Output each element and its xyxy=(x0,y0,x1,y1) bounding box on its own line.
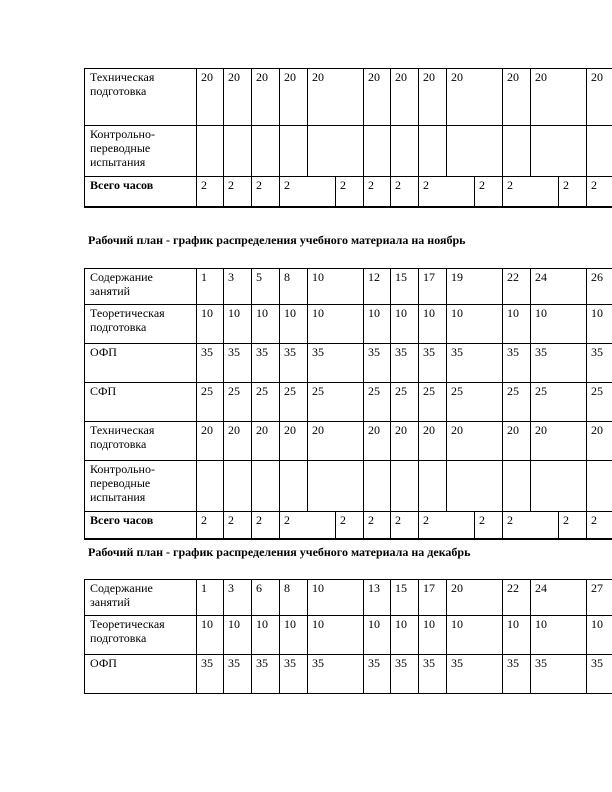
table-row xyxy=(85,69,612,126)
table-cell: 25 xyxy=(419,383,447,422)
table-cell: 35 xyxy=(224,655,252,694)
header-row xyxy=(85,580,612,616)
total-row xyxy=(85,512,612,539)
table-cell: 1 xyxy=(197,269,224,305)
table-cell: 35 xyxy=(419,344,447,383)
table-cell: 26 xyxy=(587,269,612,305)
table-cell: 35 xyxy=(391,344,419,383)
table-row xyxy=(85,305,612,344)
table-cell: 2 xyxy=(252,177,280,207)
table-cell xyxy=(308,461,364,512)
table-cell: 2 xyxy=(419,177,475,207)
table-cell: 25 xyxy=(197,383,224,422)
row-label: Контрольно-переводные испытания xyxy=(85,126,197,177)
table-cell: 20 xyxy=(252,69,280,126)
table-cell xyxy=(252,461,280,512)
table-row xyxy=(85,422,612,461)
table-cell xyxy=(419,461,447,512)
table-cell: 25 xyxy=(447,383,503,422)
table-cell: 20 xyxy=(224,69,252,126)
table-cell: 35 xyxy=(419,655,447,694)
table-cell: 35 xyxy=(308,344,364,383)
table-cell: 35 xyxy=(587,655,612,694)
table-cell: 3 xyxy=(224,269,252,305)
total-row xyxy=(85,177,612,207)
table-cell xyxy=(587,126,612,177)
table-cell xyxy=(224,126,252,177)
table-cell: 2 xyxy=(280,512,336,539)
table-cell: 8 xyxy=(280,269,308,305)
table-cell: 3 xyxy=(224,580,252,616)
table-cell: 17 xyxy=(419,269,447,305)
table-cell: 22 xyxy=(503,580,531,616)
table-cell: 22 xyxy=(503,269,531,305)
table-cell: 35 xyxy=(587,344,612,383)
row-label: ОФП xyxy=(85,344,197,383)
table-cell: 2 xyxy=(197,177,224,207)
schedule-table-november xyxy=(84,268,612,540)
table-cell: 10 xyxy=(391,305,419,344)
table-cell: 20 xyxy=(419,422,447,461)
schedule-table-december xyxy=(84,579,612,694)
table-cell: 10 xyxy=(531,305,587,344)
table-cell: 10 xyxy=(587,616,612,655)
table-cell: 10 xyxy=(224,305,252,344)
table-cell: 20 xyxy=(391,422,419,461)
table-cell: 10 xyxy=(503,616,531,655)
table-cell: 20 xyxy=(503,69,531,126)
heading-november: Рабочий план - график распределения учебного материала на ноябрь xyxy=(88,233,466,247)
table-cell: 24 xyxy=(531,580,587,616)
table-cell xyxy=(419,126,447,177)
table-cell: 10 xyxy=(364,305,391,344)
table-cell: 20 xyxy=(280,422,308,461)
table-cell xyxy=(224,461,252,512)
table-cell xyxy=(503,126,531,177)
table-cell: 35 xyxy=(280,344,308,383)
table-cell: 20 xyxy=(391,69,419,126)
row-label: Всего часов xyxy=(85,512,197,539)
table-cell xyxy=(280,126,308,177)
table-cell: 10 xyxy=(308,580,364,616)
table-cell: 25 xyxy=(503,383,531,422)
table-cell xyxy=(391,461,419,512)
table-cell: 10 xyxy=(280,305,308,344)
table-cell: 20 xyxy=(447,422,503,461)
table-cell: 10 xyxy=(391,616,419,655)
table-cell xyxy=(280,461,308,512)
table-cell: 2 xyxy=(559,512,587,539)
table-cell: 10 xyxy=(252,305,280,344)
table-row xyxy=(85,616,612,655)
table-cell: 10 xyxy=(224,616,252,655)
header-row xyxy=(85,269,612,305)
table-cell: 25 xyxy=(587,383,612,422)
table-cell: 10 xyxy=(197,305,224,344)
table-cell: 20 xyxy=(364,422,391,461)
table-cell: 2 xyxy=(364,177,391,207)
table-cell: 2 xyxy=(280,177,336,207)
table-cell: 10 xyxy=(197,616,224,655)
table-cell: 35 xyxy=(197,655,224,694)
table-cell: 10 xyxy=(252,616,280,655)
table-row xyxy=(85,126,612,177)
table-cell: 20 xyxy=(587,69,612,126)
table-cell: 20 xyxy=(252,422,280,461)
table-cell: 35 xyxy=(364,344,391,383)
table-cell: 5 xyxy=(252,269,280,305)
table-cell: 20 xyxy=(531,422,587,461)
table-cell: 10 xyxy=(587,305,612,344)
table-cell: 2 xyxy=(503,177,559,207)
table-cell: 35 xyxy=(447,655,503,694)
table-cell: 35 xyxy=(197,344,224,383)
table-cell: 35 xyxy=(280,655,308,694)
table-cell: 2 xyxy=(391,512,419,539)
table-cell: 35 xyxy=(447,344,503,383)
table-row xyxy=(85,383,612,422)
table-cell: 10 xyxy=(419,616,447,655)
table-cell: 35 xyxy=(252,344,280,383)
table-cell: 25 xyxy=(280,383,308,422)
table-cell xyxy=(447,126,503,177)
table-cell xyxy=(587,461,612,512)
table-cell: 8 xyxy=(280,580,308,616)
table-cell: 10 xyxy=(447,616,503,655)
row-label: ОФП xyxy=(85,655,197,694)
table-row xyxy=(85,655,612,694)
table-cell: 10 xyxy=(364,616,391,655)
table-cell: 25 xyxy=(308,383,364,422)
row-label: Теоретическая подготовка xyxy=(85,305,197,344)
table-cell: 2 xyxy=(475,512,503,539)
table-cell: 35 xyxy=(391,655,419,694)
table-cell xyxy=(197,461,224,512)
table-cell: 35 xyxy=(364,655,391,694)
table-cell xyxy=(503,461,531,512)
table-cell: 2 xyxy=(587,512,612,539)
row-label: Техническая подготовка xyxy=(85,422,197,461)
table-cell: 35 xyxy=(252,655,280,694)
table-cell: 2 xyxy=(559,177,587,207)
table-cell: 35 xyxy=(503,655,531,694)
row-label: Содержание занятий xyxy=(85,580,197,616)
row-label: СФП xyxy=(85,383,197,422)
table-cell: 10 xyxy=(308,616,364,655)
table-cell: 20 xyxy=(503,422,531,461)
table-cell: 2 xyxy=(224,512,252,539)
row-label: Контрольно-переводные испытания xyxy=(85,461,197,512)
table-cell xyxy=(308,126,364,177)
table-cell: 12 xyxy=(364,269,391,305)
table-cell: 20 xyxy=(364,69,391,126)
table-cell: 35 xyxy=(531,344,587,383)
table-cell: 2 xyxy=(391,177,419,207)
table-cell: 2 xyxy=(224,177,252,207)
table-cell: 25 xyxy=(531,383,587,422)
table-cell: 20 xyxy=(447,580,503,616)
table-cell: 17 xyxy=(419,580,447,616)
table-cell xyxy=(197,126,224,177)
table-cell: 35 xyxy=(308,655,364,694)
table-cell: 1 xyxy=(197,580,224,616)
table-cell: 25 xyxy=(391,383,419,422)
table-cell: 20 xyxy=(447,69,503,126)
table-cell: 10 xyxy=(419,305,447,344)
table-cell: 2 xyxy=(336,512,364,539)
table-cell: 2 xyxy=(419,512,475,539)
table-cell: 20 xyxy=(197,422,224,461)
table-cell: 10 xyxy=(280,616,308,655)
table-cell: 35 xyxy=(224,344,252,383)
table-cell: 2 xyxy=(503,512,559,539)
table-cell: 35 xyxy=(503,344,531,383)
table-cell xyxy=(531,461,587,512)
row-label: Всего часов xyxy=(85,177,197,207)
table-cell xyxy=(364,461,391,512)
table-cell: 15 xyxy=(391,269,419,305)
table-cell: 20 xyxy=(308,422,364,461)
table-row xyxy=(85,461,612,512)
table-cell: 2 xyxy=(336,177,364,207)
table-cell xyxy=(391,126,419,177)
table-cell: 25 xyxy=(364,383,391,422)
table-cell: 10 xyxy=(308,305,364,344)
table-cell: 6 xyxy=(252,580,280,616)
table-cell: 2 xyxy=(364,512,391,539)
table-cell: 2 xyxy=(197,512,224,539)
row-label: Техническая подготовка xyxy=(85,69,197,126)
table-cell: 24 xyxy=(531,269,587,305)
table-cell: 20 xyxy=(587,422,612,461)
table-cell: 20 xyxy=(308,69,364,126)
table-cell: 10 xyxy=(531,616,587,655)
heading-december: Рабочий план - график распределения учебного материала на декабрь xyxy=(88,545,471,559)
table-cell: 20 xyxy=(531,69,587,126)
schedule-table-previous-month xyxy=(84,68,612,208)
table-cell xyxy=(252,126,280,177)
table-cell: 20 xyxy=(224,422,252,461)
row-label: Теоретическая подготовка xyxy=(85,616,197,655)
table-cell: 2 xyxy=(587,177,612,207)
row-label: Содержание занятий xyxy=(85,269,197,305)
table-cell: 10 xyxy=(308,269,364,305)
table-cell: 20 xyxy=(280,69,308,126)
table-cell: 15 xyxy=(391,580,419,616)
table-cell: 13 xyxy=(364,580,391,616)
table-cell: 19 xyxy=(447,269,503,305)
table-cell: 27 xyxy=(587,580,612,616)
table-cell: 35 xyxy=(531,655,587,694)
table-cell: 20 xyxy=(419,69,447,126)
table-cell: 10 xyxy=(503,305,531,344)
table-cell xyxy=(364,126,391,177)
table-cell: 2 xyxy=(252,512,280,539)
table-cell: 20 xyxy=(197,69,224,126)
table-cell: 25 xyxy=(252,383,280,422)
table-cell: 10 xyxy=(447,305,503,344)
table-cell xyxy=(531,126,587,177)
table-cell: 2 xyxy=(475,177,503,207)
table-cell xyxy=(447,461,503,512)
table-row xyxy=(85,344,612,383)
table-cell: 25 xyxy=(224,383,252,422)
